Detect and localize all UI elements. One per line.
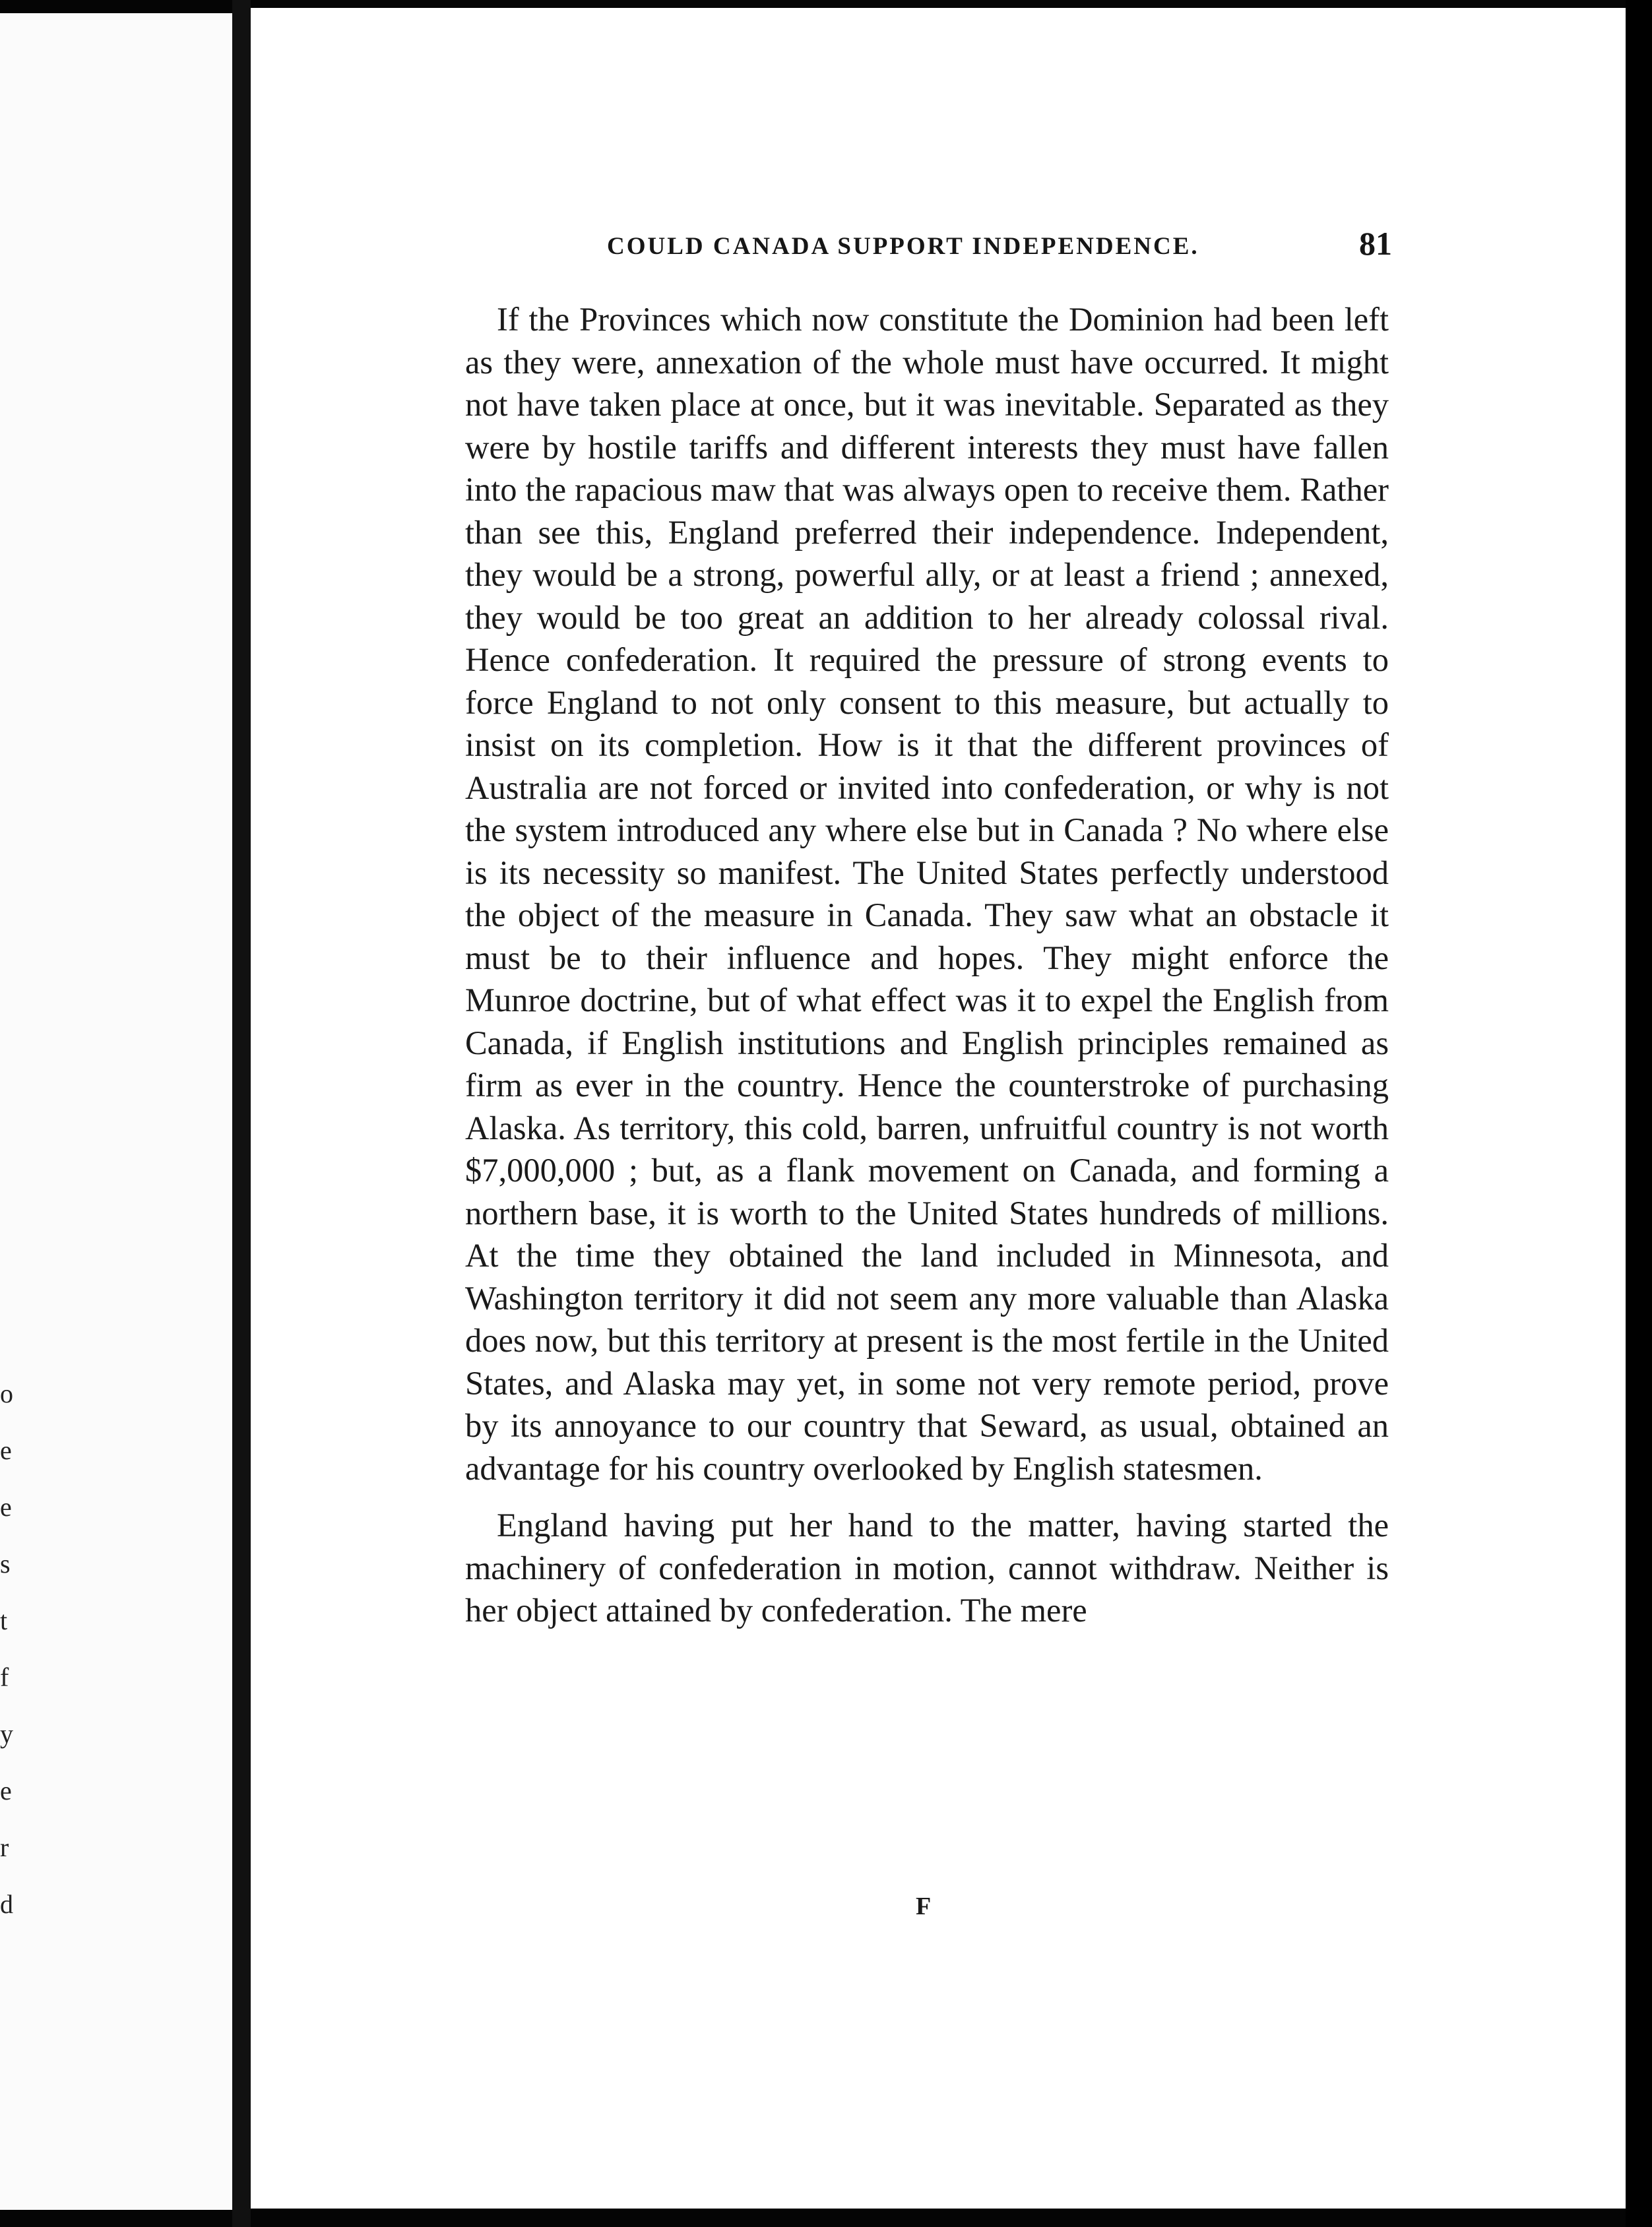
- body-text: [465, 298, 1389, 1632]
- facing-fragment: e: [0, 1492, 12, 1522]
- facing-page-edge: [0, 13, 232, 2210]
- binding-gutter: [232, 0, 251, 2227]
- page-number: 81: [1359, 225, 1392, 262]
- facing-fragment: s: [0, 1549, 11, 1579]
- facing-fragment: r: [0, 1833, 9, 1862]
- book-page: [251, 8, 1626, 2209]
- facing-fragment: f: [0, 1662, 9, 1692]
- running-head: COULD CANADA SUPPORT INDEPENDENCE.: [607, 233, 1199, 260]
- paragraph-1: If the Provinces which now constitute the Dominion had been left as they were, annexation of the whole must have occurred. It might not have taken place at once, but it was inevitable. Separated as they were by hostile tariffs and different interests they must have fallen into the rapacious maw that was always open to receive them. Rather than see this, England preferred their independence. Independent, they would be a strong, powerful ally, or at least a friend ; annexed, they would be too great an addition to her already colossal rival. Hence confederation. It required the pressure of strong events to force England to not only consent to this measure, but actually to insist on its completion. How is it that the different provinces of Australia are not forced or invited into confederation, or why is not the system introduced any where else but in Canada ? No where else is its necessity so manifest. The United States perfectly understood the object of the measure in Canada. They saw what an obstacle it must be to their influence and hopes. They might enforce the Munroe doctrine, but of what effect was it to expel the English from Canada, if English institutions and English principles remained as firm as ever in the country. Hence the counterstroke of purchasing Alaska. As territory, this cold, barren, unfruitful country is not worth $7,000,000 ; but, as a flank movement on Canada, and forming a northern base, it is worth to the United States hundreds of millions. At the time they obtained the land included in Minnesota, and Washington territory it did not seem any more valuable than Alaska does now, but this territory at present is the most fertile in the United States, and Alaska may yet, in some not very remote period, prove by its annoyance to our country that Seward, as usual, obtained an advantage for his country overlooked by English statesmen.: [465, 301, 1389, 1487]
- scan-edge: [1626, 0, 1652, 2227]
- facing-fragment: t: [0, 1606, 8, 1635]
- facing-fragment: e: [0, 1435, 12, 1465]
- facing-page-fragments: [0, 1365, 26, 1933]
- signature-mark: F: [916, 1893, 932, 1920]
- facing-fragment: d: [0, 1889, 13, 1919]
- facing-fragment: o: [0, 1379, 13, 1408]
- facing-fragment: e: [0, 1776, 12, 1805]
- facing-fragment: y: [0, 1719, 13, 1749]
- paragraph-2: England having put her hand to the matter, having started the machinery of confederation in motion, cannot withdraw. Neither is her object attained by confederation. The mere: [465, 1507, 1389, 1629]
